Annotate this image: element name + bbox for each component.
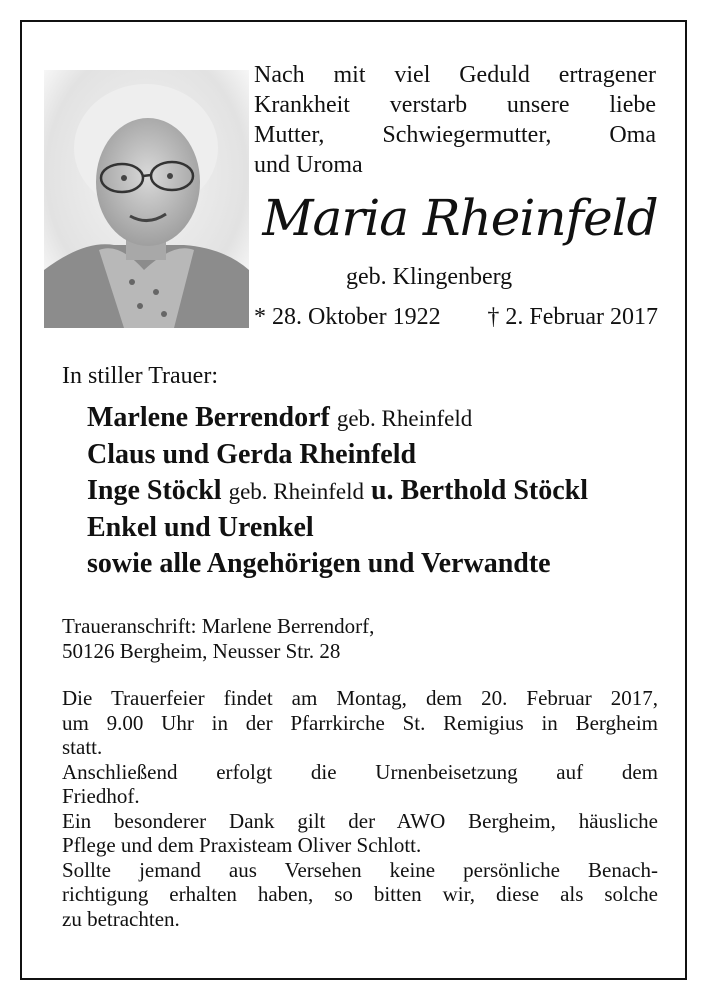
family-row [87, 400, 588, 437]
family-row [87, 473, 588, 510]
intro-line: Krankheit verstarb unsere liebe [254, 92, 656, 118]
life-dates [254, 302, 658, 332]
deceased-name: Maria Rheinfeld [262, 189, 658, 247]
family-name: Marlene Berrendorf [87, 402, 330, 433]
info-line: Die Trauerfeier findet am Montag, dem 20. Februar 2017, [62, 686, 658, 710]
mourning-address [62, 614, 374, 664]
birth-date: * 28. Oktober 1922 [254, 304, 441, 330]
funeral-info [62, 686, 658, 931]
family-name: Inge Stöckl [87, 475, 222, 506]
intro-line: Nach mit viel Geduld ertragener [254, 62, 656, 88]
family-list [87, 400, 588, 582]
info-line: Ein besonderer Dank gilt der AWO Bergheim, häusliche [62, 808, 658, 833]
intro-line: Mutter, Schwiegermutter, Oma [254, 122, 656, 148]
info-line: Sollte jemand aus Versehen keine persönliche Benach- [62, 857, 658, 882]
intro-line: und Uroma [254, 152, 363, 178]
info-line: richtigung erhalten haben, so bitten wir, diese als solche [62, 882, 658, 906]
address-line: 50126 Bergheim, Neusser Str. 28 [62, 639, 341, 663]
family-row: Enkel und Urenkel [87, 512, 314, 543]
portrait-photo [44, 70, 249, 328]
info-line: Pflege und dem Praxisteam Oliver Schlott. [62, 833, 422, 857]
mourning-label: In stiller Trauer: [62, 363, 218, 389]
address-line: Traueranschrift: Marlene Berrendorf, [62, 614, 375, 638]
maiden-name: geb. Klingenberg [346, 264, 513, 290]
family-partner: u. Berthold Stöckl [370, 475, 589, 506]
info-line: Friedhof. [62, 784, 140, 808]
family-row: Claus und Gerda Rheinfeld [87, 439, 417, 470]
intro-text [254, 60, 656, 180]
info-line: statt. [62, 735, 103, 759]
death-date: † 2. Februar 2017 [487, 304, 658, 330]
info-line: zu betrachten. [62, 906, 180, 931]
info-line: Anschließend erfolgt die Urnenbeisetzung auf dem [62, 759, 658, 784]
family-note: geb. Rheinfeld [228, 479, 364, 504]
info-line: um 9.00 Uhr in der Pfarrkirche St. Remigius in Bergheim [62, 710, 658, 735]
family-note: geb. Rheinfeld [336, 406, 473, 431]
family-row: sowie alle Angehörigen und Verwandte [87, 548, 551, 579]
